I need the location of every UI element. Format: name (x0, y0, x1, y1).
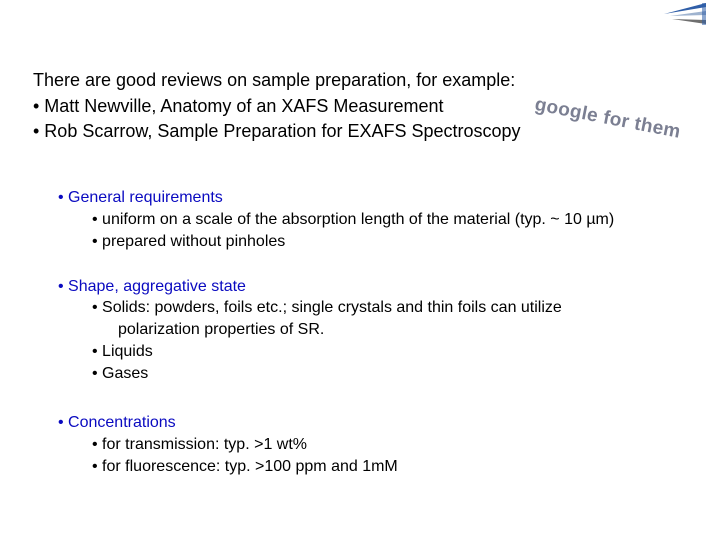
section-title-general-requirements: • General requirements (58, 189, 223, 206)
reference-item-scarrow: • Rob Scarrow, Sample Preparation for EXAFS Spectroscopy (33, 121, 521, 141)
logo-wedge-bottom (672, 19, 706, 24)
google-note: google for them (532, 94, 683, 143)
logo-graphic (662, 2, 708, 28)
list-item-solids-continuation: polarization properties of SR. (118, 321, 325, 338)
list-item-uniform: • uniform on a scale of the absorption length of the material (typ. ~ 10 µm) (92, 211, 615, 228)
section-title-concentrations: • Concentrations (58, 414, 176, 431)
list-item-liquids: • Liquids (92, 343, 153, 360)
list-item-solids: • Solids: powders, foils etc.; single crystals and thin foils can utilize (92, 299, 562, 316)
list-item-no-pinholes: • prepared without pinholes (92, 233, 286, 250)
wedge-logo-icon (662, 2, 708, 28)
list-item-fluorescence: • for fluorescence: typ. >100 ppm and 1mM (92, 458, 398, 475)
section-title-shape-state: • Shape, aggregative state (58, 278, 246, 295)
reference-item-newville: • Matt Newville, Anatomy of an XAFS Measurement (33, 96, 444, 116)
logo-bar (702, 3, 706, 25)
intro-heading: There are good reviews on sample preparation, for example: (33, 70, 516, 90)
list-item-gases: • Gases (92, 365, 149, 382)
list-item-transmission: • for transmission: typ. >1 wt% (92, 436, 308, 453)
